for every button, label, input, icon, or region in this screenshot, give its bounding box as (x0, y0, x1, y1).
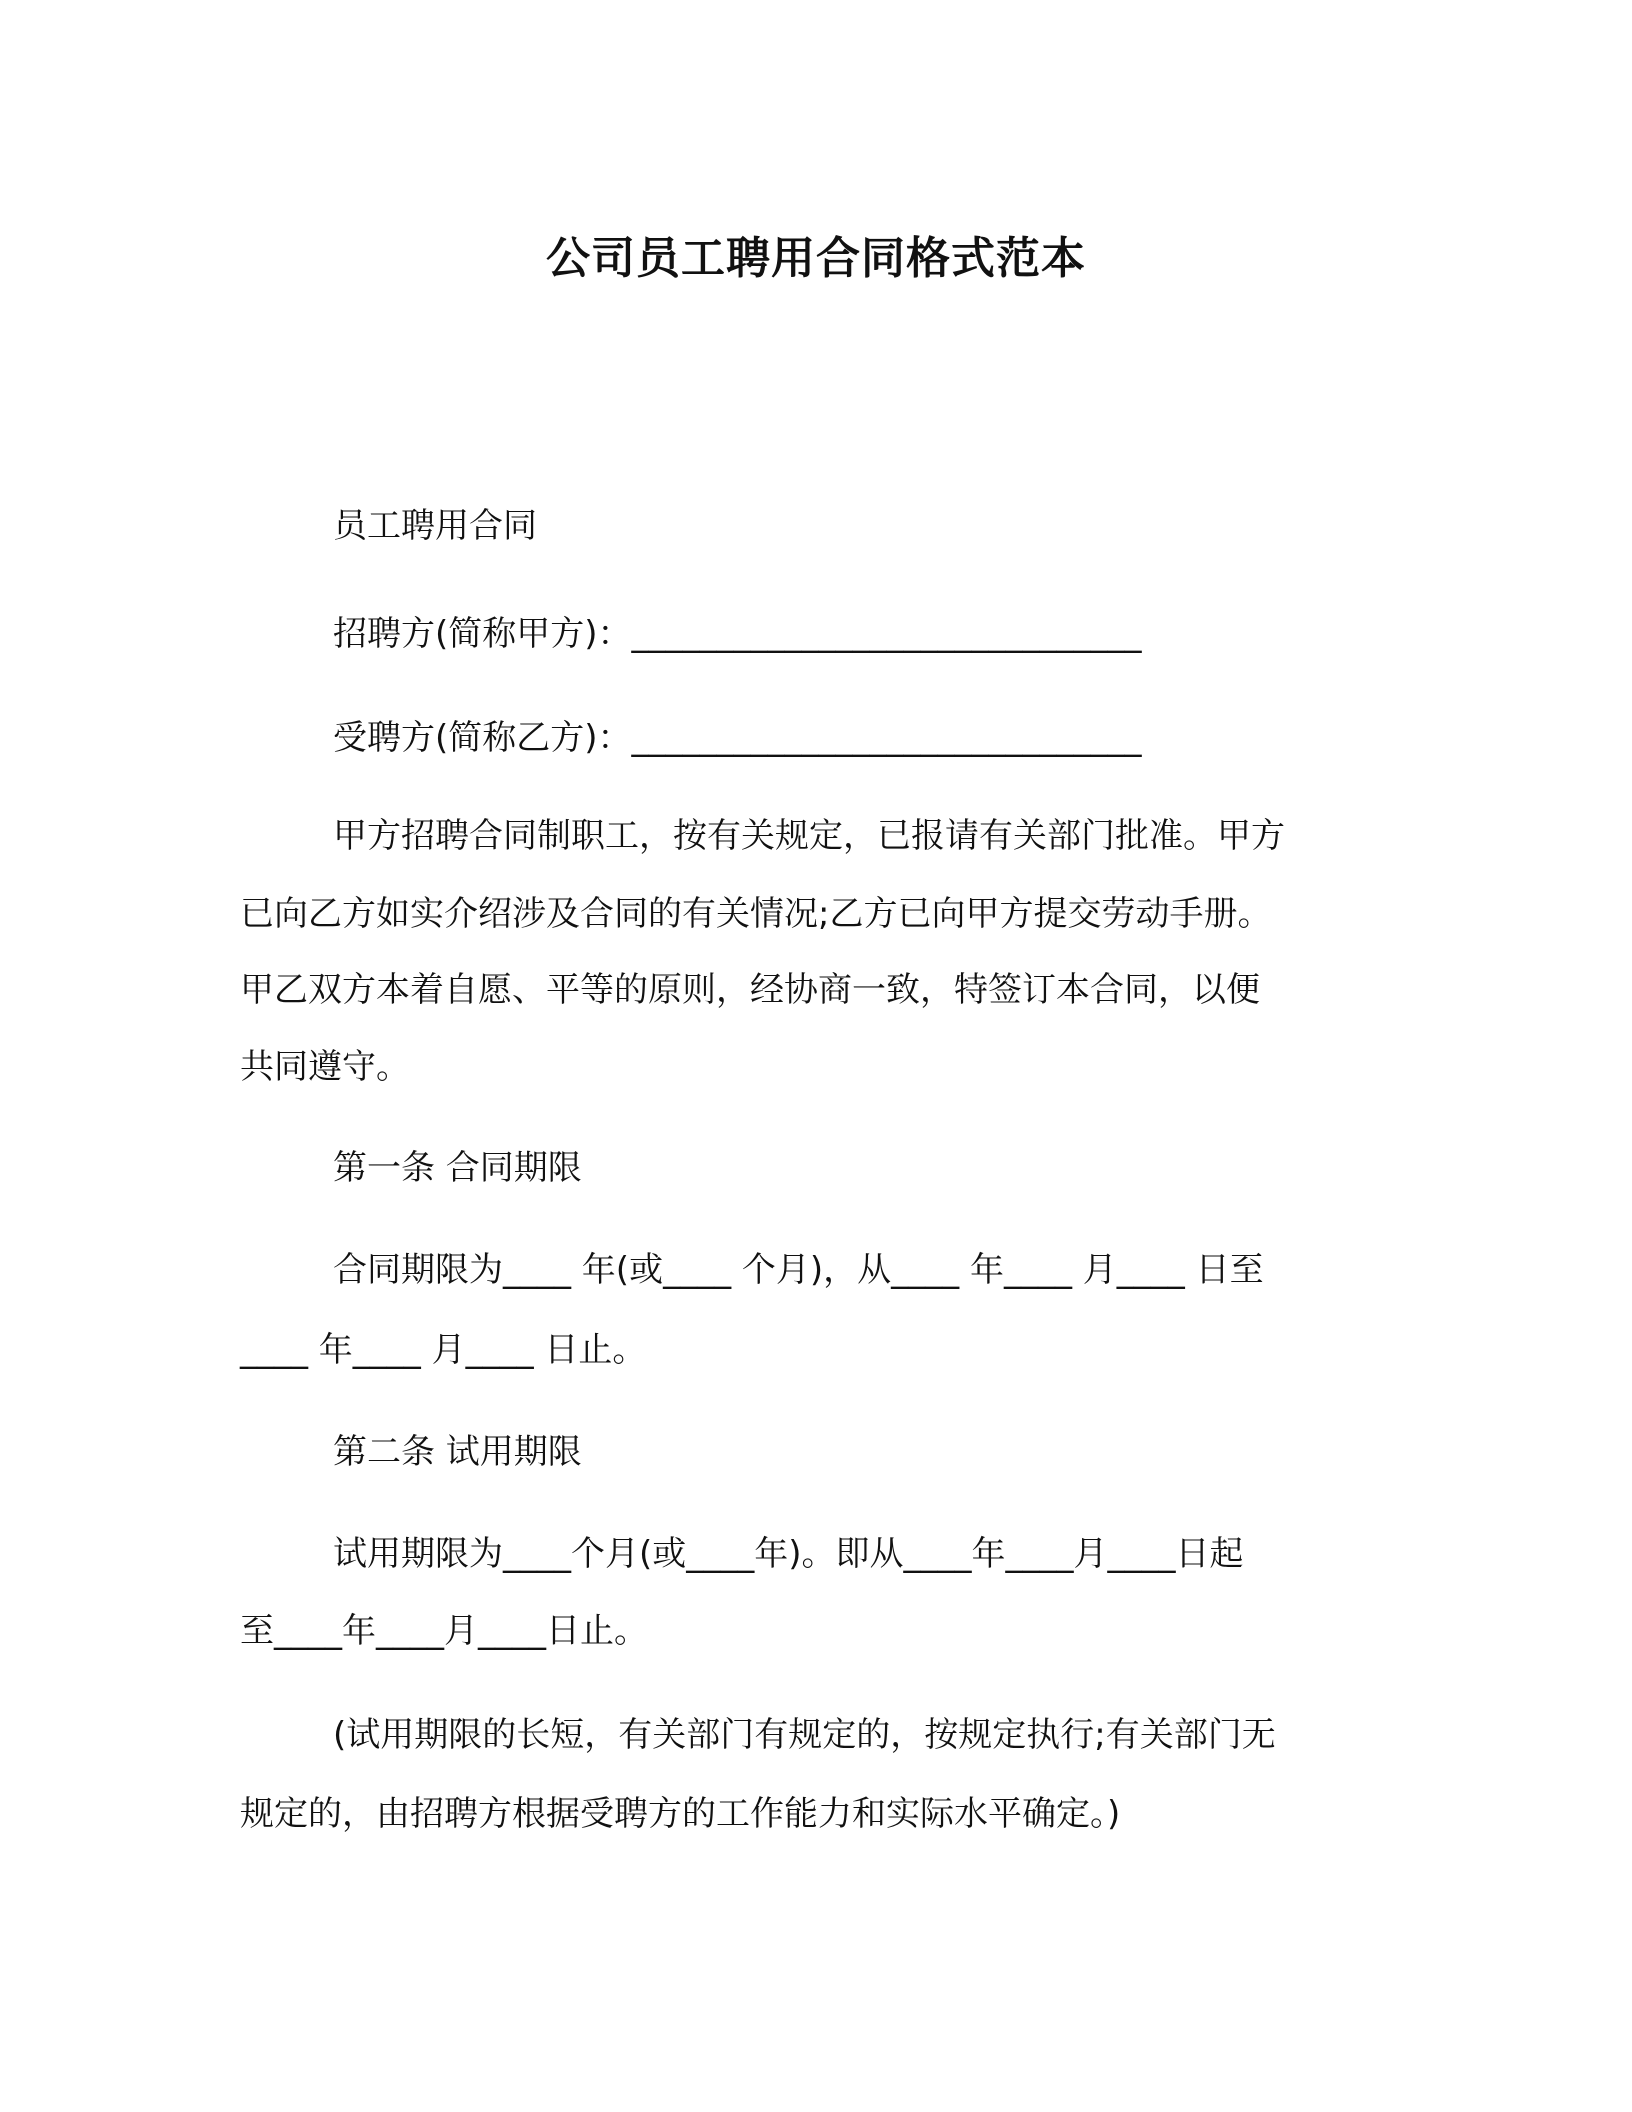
preamble-line: 共同遵守。 (240, 1047, 410, 1087)
article2-note: (试用期限的长短，有关部门有规定的，按规定执行;有关部门无 (333, 1715, 1276, 1755)
article2-line: 试用期限为____个月(或____年)。即从____年____月____日起 (333, 1534, 1244, 1574)
article1-heading: 第一条 合同期限 (333, 1148, 582, 1188)
article1-line: 合同期限为____ 年(或____ 个月)，从____ 年____ 月____ 日至 (333, 1250, 1264, 1290)
party-b-field: 受聘方(简称乙方)：______________________________ (333, 718, 1142, 758)
article2-heading: 第二条 试用期限 (333, 1432, 582, 1472)
document-title: 公司员工聘用合同格式范本 (546, 233, 1086, 284)
article2-line: 至____年____月____日止。 (240, 1611, 648, 1651)
article2-note: 规定的，由招聘方根据受聘方的工作能力和实际水平确定。) (240, 1794, 1121, 1834)
preamble-line: 甲方招聘合同制职工，按有关规定，已报请有关部门批准。甲方 (333, 816, 1285, 856)
party-a-field: 招聘方(简称甲方)：______________________________ (333, 614, 1142, 654)
article1-line: ____ 年____ 月____ 日止。 (240, 1330, 647, 1370)
contract-subtitle: 员工聘用合同 (333, 506, 537, 546)
preamble-line: 甲乙双方本着自愿、平等的原则，经协商一致，特签订本合同，以便 (240, 970, 1260, 1010)
preamble-line: 已向乙方如实介绍涉及合同的有关情况;乙方已向甲方提交劳动手册。 (240, 894, 1272, 934)
